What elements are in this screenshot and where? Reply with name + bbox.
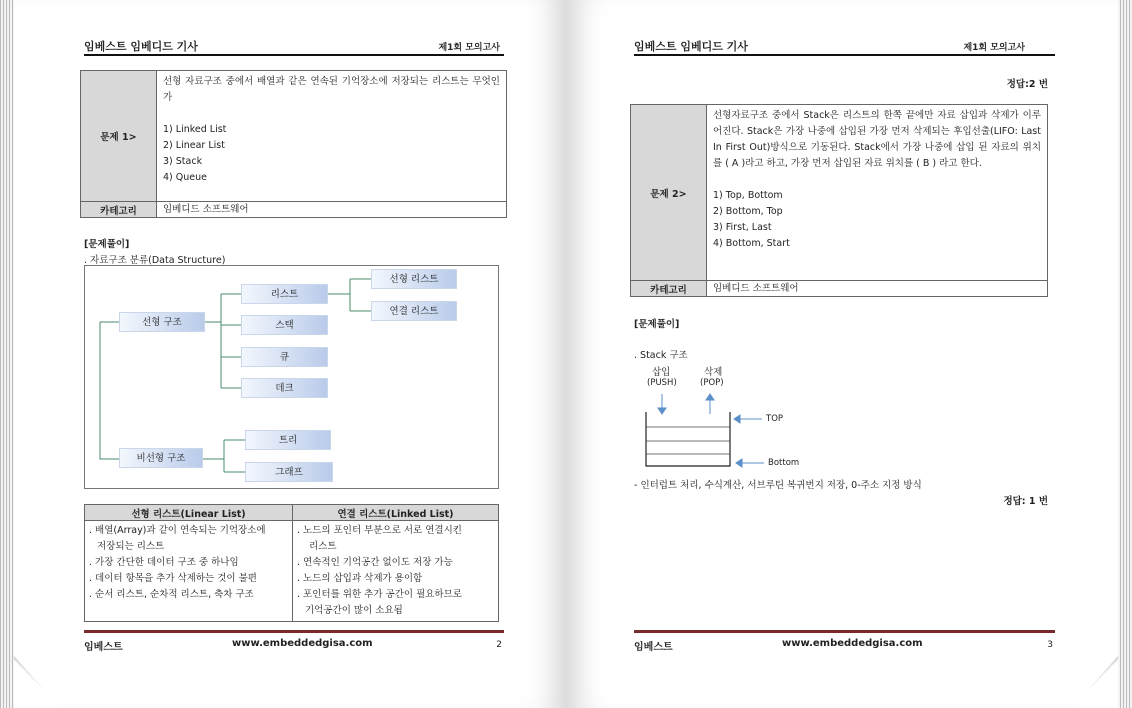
right-page-header [634, 38, 1055, 56]
comparison-linked-cell [293, 521, 499, 622]
category-value: 임베디드 소프트웨어 [707, 281, 1048, 297]
footer-url[interactable]: www.embeddedgisa.com [232, 638, 373, 649]
comparison-header-linear: 선형 리스트(Linear List) [85, 505, 293, 521]
header-round: 제1회 모의고사 [438, 43, 500, 53]
question-1-option: 1) Linked List [163, 124, 227, 135]
question-2-text: 선형자료구조 중에서 Stack은 리스트의 한쪽 끝에만 자료 삽입과 삭제가 이루어진다. Stack은 가장 나중에 삽입된 가장 먼저 삭제되는 후입선출(LIFO: Last In First Out)방식으로 기동된다. Stack에서 가장 나중에 삽입 된 자료의 위치를 ( A )라고 하고, 가장 먼저 삽입된 자료 위치를 ( B ) 라고 한다. [713, 110, 1041, 169]
previous-answer: 정답:2 번 [1006, 79, 1048, 90]
solution-heading: [문제풀이] [634, 319, 680, 330]
push-label: (PUSH) [647, 378, 677, 388]
question-2-option: 4) Bottom, Start [713, 238, 790, 249]
comparison-line: 리스트 [309, 541, 337, 552]
node-graph: 그래프 [245, 462, 333, 482]
page-number: 3 [1047, 640, 1053, 650]
node-deque: 데크 [241, 378, 328, 398]
comparison-line: . 가장 간단한 데이터 구조 중 하나임 [89, 557, 239, 568]
question-1-option: 4) Queue [163, 172, 207, 183]
left-page-header [84, 38, 504, 56]
question-2-option: 3) First, Last [713, 222, 772, 233]
page-stack-edge-left [0, 0, 14, 708]
node-stack: 스택 [241, 315, 328, 335]
stack-usage: - 인터럽트 처리, 수식계산, 서브루틴 복귀번지 저장, 0-주소 지정 방식 [634, 480, 922, 491]
left-page-footer [84, 630, 504, 652]
stack-diagram [634, 360, 894, 472]
question-2-body [707, 105, 1048, 281]
list-comparison-table [84, 504, 499, 622]
solution-heading: [문제풀이] [84, 239, 130, 250]
insert-label: 삽입 [652, 367, 671, 378]
stack-drawing [634, 360, 894, 472]
comparison-header-linked: 연결 리스트(Linked List) [293, 505, 499, 521]
question-1-table [80, 70, 507, 218]
comparison-linear-cell [85, 521, 293, 622]
node-list: 리스트 [241, 284, 328, 304]
header-round: 제1회 모의고사 [963, 43, 1025, 53]
bottom-label: Bottom [768, 458, 800, 468]
page-curl-bottom-right[interactable] [1072, 656, 1118, 708]
top-label: TOP [766, 414, 784, 424]
comparison-line: . 순서 리스트, 순차적 리스트, 축차 구조 [89, 589, 254, 600]
footer-brand: 임베스트 [84, 642, 123, 653]
node-tree: 트리 [245, 430, 331, 450]
data-structure-diagram [84, 265, 499, 489]
node-linear-list: 선형 리스트 [371, 269, 457, 289]
question-1-body [157, 71, 507, 202]
comparison-line: 저장되는 리스트 [97, 541, 165, 552]
question-1-option: 3) Stack [163, 156, 203, 167]
question-2-option: 1) Top, Bottom [713, 190, 783, 201]
question-1-label: 문제 1> [81, 71, 157, 202]
structure-title: . 자료구조 분류(Data Structure) [84, 255, 226, 266]
header-brand: 임베스트 임베디드 기사 [84, 40, 198, 53]
comparison-line: . 포인터를 위한 추가 공간이 필요하므로 [297, 589, 462, 600]
footer-brand: 임베스트 [634, 642, 673, 653]
comparison-line: . 노드의 포인터 부분으로 서로 연결시킨 [297, 525, 462, 536]
node-linked-list: 연결 리스트 [371, 301, 457, 321]
right-page [566, 0, 1132, 708]
page-number: 2 [496, 640, 502, 650]
question-1-option: 2) Linear List [163, 140, 225, 151]
question-2-table [630, 104, 1048, 297]
node-nonlinear-structure: 비선형 구조 [119, 448, 203, 468]
question-2-option: 2) Bottom, Top [713, 206, 783, 217]
category-label: 카테고리 [81, 202, 157, 218]
page-stack-edge-right [1118, 0, 1132, 708]
comparison-line: . 배열(Array)과 같이 연속되는 기억장소에 [89, 525, 266, 536]
node-linear-structure: 선형 구조 [119, 312, 205, 332]
comparison-line: . 노드의 삽입과 삭제가 용이함 [297, 573, 423, 584]
stack-title: . Stack 구조 [634, 350, 688, 361]
comparison-line: . 데이터 항목을 추가 삭제하는 것이 불편 [89, 573, 257, 584]
question-2-label: 문제 2> [631, 105, 707, 281]
pop-label: (POP) [700, 378, 724, 388]
category-value: 임베디드 소프트웨어 [157, 202, 507, 218]
header-brand: 임베스트 임베디드 기사 [634, 40, 748, 53]
page-curl-bottom-left[interactable] [14, 656, 60, 708]
delete-label: 삭제 [704, 367, 723, 378]
right-page-footer [634, 630, 1055, 652]
comparison-line: . 연속적인 기억공간 없이도 저장 가능 [297, 557, 453, 568]
comparison-line: 기억공간이 많이 소요됨 [305, 605, 403, 616]
footer-url[interactable]: www.embeddedgisa.com [782, 638, 923, 649]
question-1-text: 선형 자료구조 중에서 배열과 같은 연속된 기억장소에 저장되는 리스트는 무엇인가 [163, 76, 500, 103]
node-queue: 큐 [241, 347, 328, 367]
answer: 정답: 1 번 [1003, 496, 1048, 507]
category-label: 카테고리 [631, 281, 707, 297]
